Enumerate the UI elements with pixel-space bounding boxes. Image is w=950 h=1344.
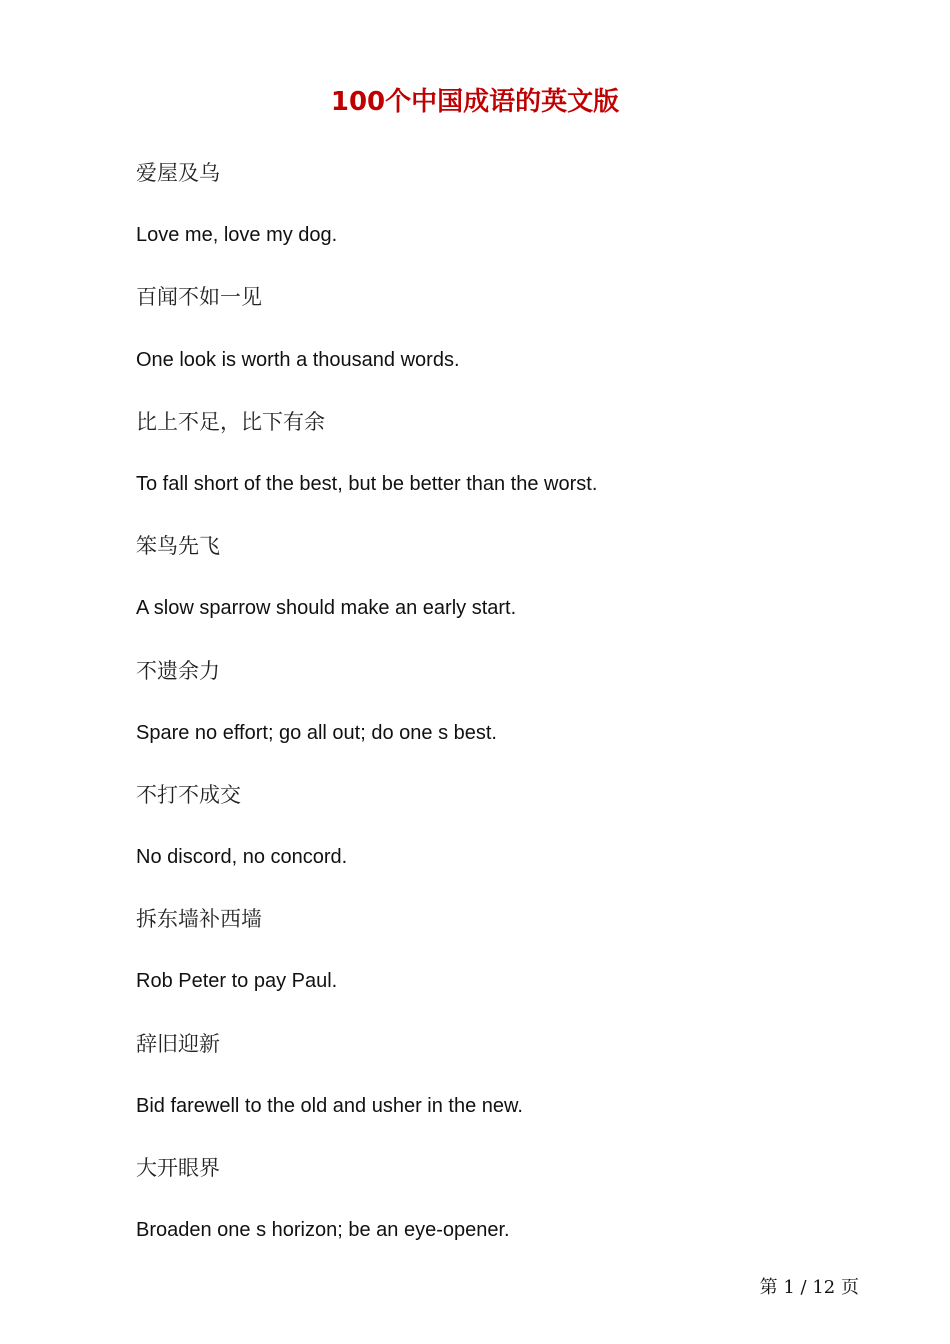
idiom-english: Rob Peter to pay Paul.	[136, 970, 338, 993]
current-page-number: 1	[783, 1277, 795, 1298]
idiom-chinese: 比上不足，比下有余	[136, 409, 325, 434]
idiom-chinese: 百闻不如一见	[136, 285, 262, 310]
idiom-english: One look is worth a thousand words.	[136, 348, 460, 371]
idiom-english: Love me, love my dog.	[136, 224, 338, 247]
page-separator: /	[800, 1277, 807, 1298]
idiom-chinese: 拆东墙补西墙	[136, 907, 262, 932]
document-title: 100个中国成语的英文版	[330, 87, 620, 117]
idiom-chinese: 笨鸟先飞	[136, 534, 220, 559]
page-number	[760, 1274, 859, 1302]
idiom-english: Broaden one s horizon; be an eye-opener.	[136, 1219, 510, 1242]
idiom-chinese: 不遗余力	[136, 658, 220, 683]
idiom-chinese: 爱屋及乌	[136, 161, 220, 185]
page-label-prefix: 第	[759, 1277, 778, 1298]
idiom-english: No discord, no concord.	[136, 846, 348, 869]
idiom-chinese: 辞旧迎新	[136, 1031, 220, 1056]
idiom-english: Spare no effort; go all out; do one s best.	[136, 721, 497, 744]
idiom-chinese: 不打不成交	[136, 782, 241, 807]
idiom-list	[136, 158, 896, 1277]
total-pages-number: 12	[812, 1277, 836, 1298]
idiom-english: To fall short of the best, but be better than the worst.	[136, 472, 598, 495]
idiom-english: Bid farewell to the old and usher in the new.	[136, 1094, 523, 1117]
page-label-suffix: 页	[841, 1277, 859, 1298]
idiom-chinese: 大开眼界	[136, 1156, 220, 1180]
idiom-english: A slow sparrow should make an early start.	[136, 597, 517, 620]
